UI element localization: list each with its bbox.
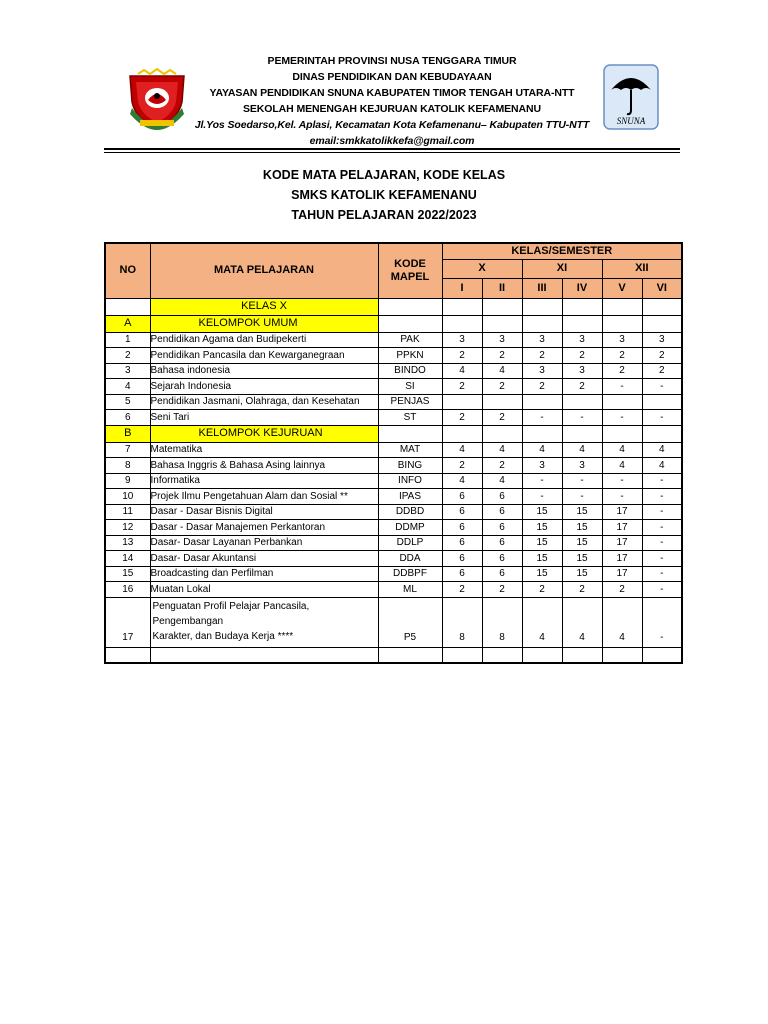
title-line: TAHUN PELAJARAN 2022/2023 [291,208,477,222]
subject-code-table [104,242,683,664]
table-cell [562,298,602,315]
semester-hours: 15 [562,504,602,520]
table-row [105,332,682,348]
subject-name-line: Penguatan Profil Pelajar Pancasila, [152,600,310,612]
header-semester: VI [642,278,682,298]
subject-code: PENJAS [378,394,442,410]
semester-hours: - [602,379,642,395]
subject-code: SI [378,379,442,395]
table-row [105,410,682,426]
semester-hours: 8 [482,597,522,647]
semester-hours: 4 [482,473,522,489]
row-no: 14 [105,551,150,567]
semester-hours: 2 [522,379,562,395]
subject-code: DDBD [378,504,442,520]
semester-hours: - [642,379,682,395]
semester-hours: - [602,489,642,505]
subject-code: ST [378,410,442,426]
semester-hours: 15 [562,535,602,551]
semester-hours: 3 [562,332,602,348]
table-cell [562,425,602,442]
semester-hours: 4 [482,442,522,458]
semester-hours: 2 [442,379,482,395]
semester-hours: 15 [522,566,562,582]
table-cell [378,647,442,663]
semester-hours: 6 [442,551,482,567]
semester-hours: 2 [602,363,642,379]
semester-hours: - [602,410,642,426]
semester-hours: - [642,597,682,647]
semester-hours: 4 [562,597,602,647]
semester-hours: 17 [602,566,642,582]
table-cell [522,298,562,315]
header-semester: IV [562,278,602,298]
table-cell [522,315,562,332]
semester-hours: 15 [522,551,562,567]
subject-name: Sejarah Indonesia [150,379,378,395]
subject-code: PAK [378,332,442,348]
table-cell [602,298,642,315]
semester-hours: 6 [482,504,522,520]
semester-hours: 3 [602,332,642,348]
logo-text: SNUNA [616,116,646,126]
table-cell [150,647,378,663]
row-no: 1 [105,332,150,348]
table-cell [602,315,642,332]
semester-hours: 17 [602,535,642,551]
table-row [105,551,682,567]
semester-hours: 3 [562,458,602,474]
semester-hours: 6 [482,520,522,536]
semester-hours: - [642,410,682,426]
semester-hours: 2 [602,582,642,598]
letterhead-line: SEKOLAH MENENGAH KEJURUAN KATOLIK KEFAMENANU [243,103,541,115]
table-cell [378,315,442,332]
table-cell [442,315,482,332]
letterhead-address: Jl.Yos Soedarso,Kel. Aplasi, Kecamatan Kota Kefamenanu– Kabupaten TTU-NTT [194,119,590,131]
semester-hours: 2 [562,582,602,598]
semester-hours [482,394,522,410]
semester-hours: 4 [442,442,482,458]
table-row [105,379,682,395]
semester-hours: 4 [442,363,482,379]
table-row [105,597,682,647]
subject-name: Broadcasting dan Perfilman [150,566,378,582]
subject-name: Muatan Lokal [150,582,378,598]
row-no: 16 [105,582,150,598]
subject-code: DDMP [378,520,442,536]
letterhead-line: DINAS PENDIDIKAN DAN KEBUDAYAAN [292,71,492,83]
table-row [105,363,682,379]
header-kelas-x: X [442,259,522,278]
table-cell [482,315,522,332]
document-title [0,165,768,225]
semester-hours: 4 [602,597,642,647]
header-mata-pelajaran: MATA PELAJARAN [150,243,378,298]
semester-hours: - [642,535,682,551]
row-no: 7 [105,442,150,458]
header-kelas-semester: KELAS/SEMESTER [442,243,682,259]
letterhead-line: PEMERINTAH PROVINSI NUSA TENGGARA TIMUR [267,55,517,67]
semester-hours: 15 [522,535,562,551]
title-line: KODE MATA PELAJARAN, KODE KELAS [262,168,506,182]
semester-hours: 2 [442,348,482,364]
subject-code: BING [378,458,442,474]
subject-name-line: Karakter, dan Budaya Kerja **** [152,630,294,642]
subject-code: DDA [378,551,442,567]
row-no: 6 [105,410,150,426]
row-no: 8 [105,458,150,474]
subject-code: BINDO [378,363,442,379]
semester-hours: 15 [522,520,562,536]
section-row [105,425,682,442]
semester-hours: - [642,566,682,582]
table-row [105,489,682,505]
empty-row [105,647,682,663]
semester-hours: 3 [522,458,562,474]
semester-hours: 4 [442,473,482,489]
semester-hours: 2 [482,458,522,474]
row-no: 15 [105,566,150,582]
subject-name [150,597,378,647]
title-line: SMKS KATOLIK KEFAMENANU [291,188,477,202]
table-row [105,442,682,458]
table-cell [482,425,522,442]
row-no: 5 [105,394,150,410]
letterhead-line: YAYASAN PENDIDIKAN SNUNA KABUPATEN TIMOR TENGAH UTARA-NTT [209,87,575,99]
subject-code: DDLP [378,535,442,551]
subject-name: Seni Tari [150,410,378,426]
table-cell [562,315,602,332]
semester-hours: - [642,520,682,536]
subject-code: INFO [378,473,442,489]
subject-name: Dasar - Dasar Bisnis Digital [150,504,378,520]
semester-hours: 3 [522,363,562,379]
semester-hours: 8 [442,597,482,647]
subject-name: Dasar- Dasar Layanan Perbankan [150,535,378,551]
table-row [105,582,682,598]
semester-hours: 2 [442,410,482,426]
table-cell [642,425,682,442]
semester-hours: 3 [442,332,482,348]
section-row [105,315,682,332]
semester-hours: - [642,473,682,489]
table-cell [378,298,442,315]
semester-hours [442,394,482,410]
subject-name: Bahasa Inggris & Bahasa Asing lainnya [150,458,378,474]
semester-hours: 6 [482,566,522,582]
semester-hours: 2 [602,348,642,364]
row-no: 13 [105,535,150,551]
table-row [105,394,682,410]
row-no: 11 [105,504,150,520]
subject-name: Pendidikan Jasmani, Olahraga, dan Kesehatan [150,394,378,410]
subject-code: PPKN [378,348,442,364]
table-cell [378,425,442,442]
semester-hours: 3 [642,332,682,348]
subject-name: Pendidikan Pancasila dan Kewarganegraan [150,348,378,364]
semester-hours: 2 [522,348,562,364]
table-row [105,473,682,489]
semester-hours: 3 [482,332,522,348]
semester-hours: 15 [562,566,602,582]
semester-hours [522,394,562,410]
semester-hours: 3 [522,332,562,348]
semester-hours: - [642,551,682,567]
table-cell [602,425,642,442]
semester-hours: 4 [562,442,602,458]
semester-hours: 2 [642,363,682,379]
header-semester: III [522,278,562,298]
header-semester: V [602,278,642,298]
subject-code: IPAS [378,489,442,505]
semester-hours: 15 [562,520,602,536]
semester-hours: - [602,473,642,489]
header-semester: I [442,278,482,298]
subject-code: DDBPF [378,566,442,582]
semester-hours: 4 [482,363,522,379]
section-title: KELOMPOK KEJURUAN [150,425,378,442]
table-cell [482,298,522,315]
semester-hours: 2 [482,410,522,426]
semester-hours: 4 [602,442,642,458]
subject-name: Matematika [150,442,378,458]
section-title: KELOMPOK UMUM [150,315,378,332]
subject-code: ML [378,582,442,598]
semester-hours: 6 [442,520,482,536]
header-kode-mapel-label: KODE MAPEL [390,257,430,283]
semester-hours: 2 [442,458,482,474]
row-no: 4 [105,379,150,395]
semester-hours: 4 [522,442,562,458]
table-row [105,348,682,364]
umbrella-school-logo-icon [603,64,659,130]
subject-name: Projek Ilmu Pengetahuan Alam dan Sosial ** [150,489,378,505]
section-code: A [105,315,150,332]
semester-hours: 4 [642,458,682,474]
semester-hours: 6 [482,551,522,567]
subject-code: P5 [378,597,442,647]
semester-hours: - [642,504,682,520]
table-cell [105,647,150,663]
semester-hours: 4 [522,597,562,647]
semester-hours: 6 [482,489,522,505]
semester-hours: 6 [442,504,482,520]
subject-name-line: Pengembangan [152,615,224,627]
semester-hours: 2 [562,348,602,364]
semester-hours: - [642,582,682,598]
semester-hours: 17 [602,551,642,567]
row-no: 17 [105,597,150,647]
semester-hours: 17 [602,504,642,520]
table-cell [442,647,482,663]
row-no: 9 [105,473,150,489]
semester-hours: 2 [562,379,602,395]
letterhead-divider [104,148,680,150]
letterhead-email: email:smkkatolikkefa@gmail.com [309,135,475,147]
table-row [105,535,682,551]
row-no: 10 [105,489,150,505]
table-cell [442,425,482,442]
semester-hours: 15 [562,551,602,567]
semester-hours: 2 [482,379,522,395]
header-no: NO [105,243,150,298]
table-cell [642,647,682,663]
semester-hours: 2 [522,582,562,598]
header-kelas-xii: XII [602,259,682,278]
table-cell [522,647,562,663]
semester-hours: - [562,410,602,426]
semester-hours: 6 [442,535,482,551]
subject-name: Dasar - Dasar Manajemen Perkantoran [150,520,378,536]
header-kelas-xi: XI [522,259,602,278]
table-cell [482,647,522,663]
letterhead [0,0,768,150]
semester-hours: 4 [642,442,682,458]
table-cell [642,298,682,315]
subject-name: Dasar- Dasar Akuntansi [150,551,378,567]
table-cell [105,298,150,315]
semester-hours [602,394,642,410]
table-cell [522,425,562,442]
table-cell [642,315,682,332]
table-row [105,566,682,582]
row-no: 12 [105,520,150,536]
semester-hours: - [522,473,562,489]
header-semester: II [482,278,522,298]
row-no: 2 [105,348,150,364]
semester-hours: 6 [482,535,522,551]
table-cell [602,647,642,663]
semester-hours: 2 [442,582,482,598]
section-code: B [105,425,150,442]
semester-hours [562,394,602,410]
subject-name: Informatika [150,473,378,489]
semester-hours: - [562,473,602,489]
semester-hours: - [522,410,562,426]
semester-hours: 3 [562,363,602,379]
subject-name: Bahasa indonesia [150,363,378,379]
subject-code: MAT [378,442,442,458]
table-cell [562,647,602,663]
semester-hours: - [562,489,602,505]
table-row [105,520,682,536]
semester-hours: 6 [442,489,482,505]
table-body [105,298,682,663]
header-kode-mapel [378,243,442,298]
kelas-row [105,298,682,315]
semester-hours: 2 [482,348,522,364]
semester-hours [642,394,682,410]
semester-hours: - [522,489,562,505]
row-no: 3 [105,363,150,379]
letterhead-divider-thin [104,152,680,153]
kelas-label: KELAS X [150,298,378,315]
semester-hours: 2 [642,348,682,364]
table-row [105,458,682,474]
semester-hours: 4 [602,458,642,474]
semester-hours: 17 [602,520,642,536]
subject-name: Pendidikan Agama dan Budipekerti [150,332,378,348]
semester-hours: 2 [482,582,522,598]
table-row [105,504,682,520]
semester-hours: 6 [442,566,482,582]
table-cell [442,298,482,315]
semester-hours: - [642,489,682,505]
semester-hours: 15 [522,504,562,520]
